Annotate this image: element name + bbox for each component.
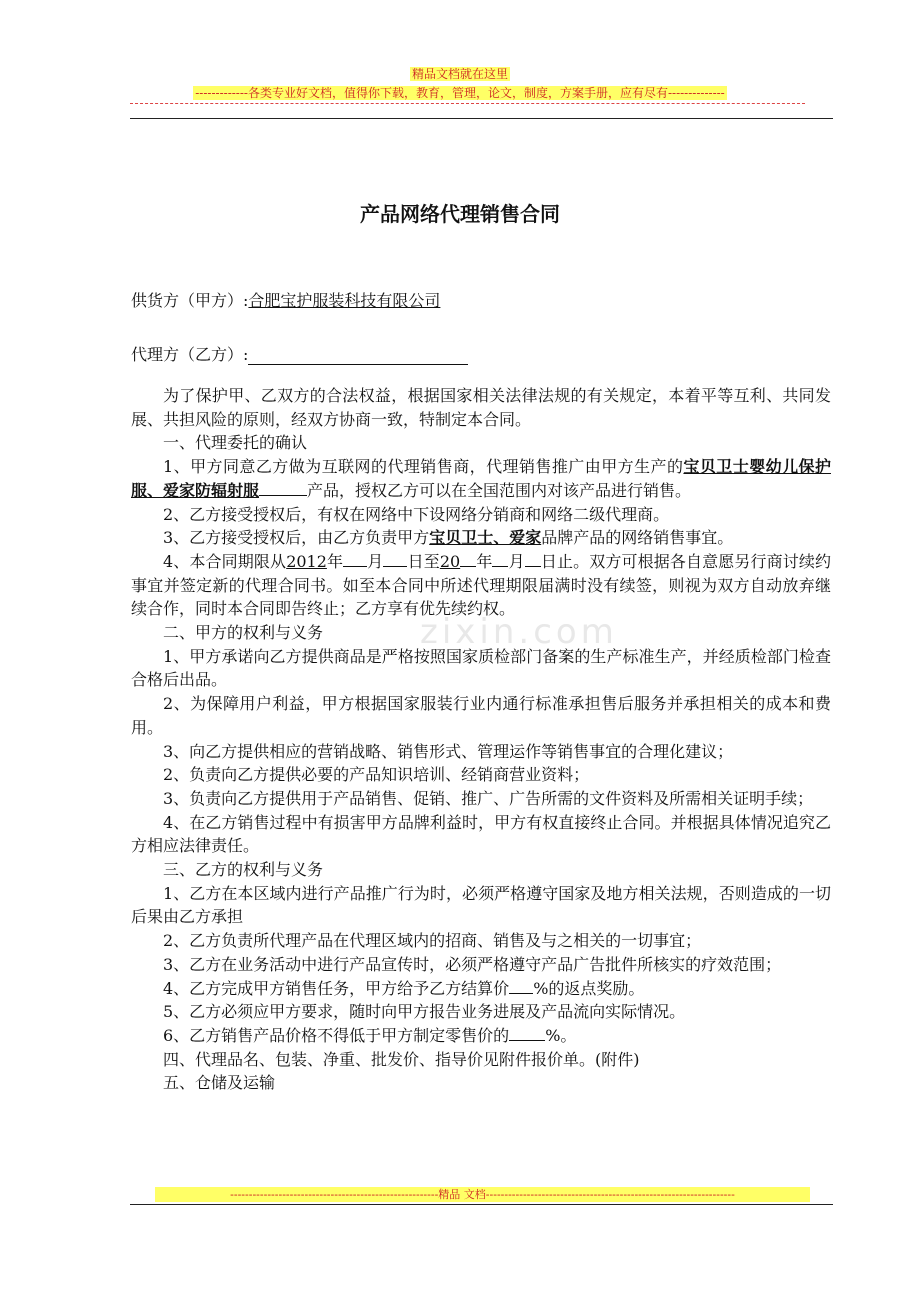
section-4-heading: 四、代理品名、包装、净重、批发价、指导价见附件报价单。(附件)	[163, 1049, 640, 1069]
watermark: zixin.com	[420, 612, 618, 652]
clause-2-5: 3、负责向乙方提供用于产品销售、促销、推广、广告所需的文件资料及所需相关证明手续；	[163, 788, 814, 808]
section-1-heading: 一、代理委托的确认	[163, 433, 308, 453]
clause-1-4: 4、本合同期限从2012年 月 日至20 年 月 日止。双方可根据各自意愿另行商讨续约事宜并签定新的代理合同书。如至本合同中所述代理期限届满时没有续签，则视为双方自动放弃继续合作，同时本合同即告终止；乙方享有优先续约权。	[131, 551, 831, 619]
clause-2-2: 2、为保障用户利益，甲方根据国家服装行业内通行标准承担售后服务并承担相关的成本和费用。	[131, 694, 831, 737]
footer-rule	[130, 1204, 833, 1205]
party-a-label: 供货方（甲方）:	[131, 291, 249, 310]
party-b-label: 代理方（乙方）:	[131, 345, 249, 364]
section-5-heading: 五、仓储及运输	[163, 1073, 276, 1093]
section-3-heading: 三、乙方的权利与义务	[163, 860, 324, 880]
header-rule	[130, 118, 833, 119]
clause-2-6: 4、在乙方销售过程中有损害甲方品牌利益时，甲方有权直接终止合同。并根据具体情况追究乙方相应法律责任。	[131, 812, 831, 856]
clause-1-3: 3、乙方接受授权后，由乙方负责甲方宝贝卫士、爱家品牌产品的网络销售事宜。	[163, 528, 734, 548]
product-names: 宝贝卫士婴幼儿保护服、爱家防辐射服	[131, 457, 831, 500]
header-line-2: -------------各类专业好文档，值得你下载，教育，管理，论文，制度，方案手册，应有尽有--------------	[195, 86, 725, 100]
header-line-1: 精品文档就在这里	[411, 67, 508, 81]
clause-1-2: 2、乙方接受授权后，有权在网络中下设网络分销商和网络二级代理商。	[163, 504, 670, 524]
clause-2-1: 1、甲方承诺向乙方提供商品是严格按照国家质检部门备案的生产标准生产，并经质检部门检查合格后出品。	[131, 646, 831, 690]
clause-1-1: 1、甲方同意乙方做为互联网的代理销售商，代理销售推广由甲方生产的宝贝卫士婴幼儿保护服、爱家防辐射服 产品，授权乙方可以在全国范围内对该产品进行销售。	[131, 457, 831, 500]
section-2-heading: 二、甲方的权利与义务	[163, 623, 324, 643]
footer-banner: --------------------------------------------------------精品 文档-------------------------------------------------------------------	[155, 1187, 810, 1202]
clause-3-5: 5、乙方必须应甲方要求，随时向甲方报告业务进展及产品流向实际情况。	[163, 1002, 686, 1022]
clause-3-1: 1、乙方在本区域内进行产品推广行为时，必须严格遵守国家及地方相关法规，否则造成的一切后果由乙方承担	[131, 883, 831, 927]
document-title: 产品网络代理销售合同	[360, 202, 560, 226]
intro-paragraph: 为了保护甲、乙双方的合法权益，根据国家相关法律法规的有关规定，本着平等互利、共同发展、共担风险的原则，经双方协商一致，特制定本合同。	[131, 386, 831, 429]
clause-3-6: 6、乙方销售产品价格不得低于甲方制定零售价的 %。	[163, 1025, 577, 1045]
clause-2-3: 3、向乙方提供相应的营销战略、销售形式、管理运作等销售事宜的合理化建议；	[163, 741, 734, 761]
brand-names: 宝贝卫士、爱家	[429, 528, 542, 548]
contract-body	[131, 384, 831, 1095]
header-dashed-rule	[130, 103, 805, 112]
party-a-line	[131, 288, 440, 311]
clause-3-2: 2、乙方负责所代理产品在代理区域内的招商、销售及与之相关的一切事宜；	[163, 931, 702, 951]
clause-2-4: 2、负责向乙方提供必要的产品知识培训、经销商营业资料；	[163, 765, 590, 785]
party-a-name: 合肥宝护服装科技有限公司	[248, 291, 441, 310]
clause-3-4: 4、乙方完成甲方销售任务，甲方给予乙方结算价 %的返点奖励。	[163, 978, 645, 998]
clause-3-3: 3、乙方在业务活动中进行产品宣传时，必须严格遵守产品广告批件所核实的疗效范围；	[163, 954, 782, 974]
party-b-line	[131, 342, 468, 365]
party-b-blank	[248, 346, 468, 365]
